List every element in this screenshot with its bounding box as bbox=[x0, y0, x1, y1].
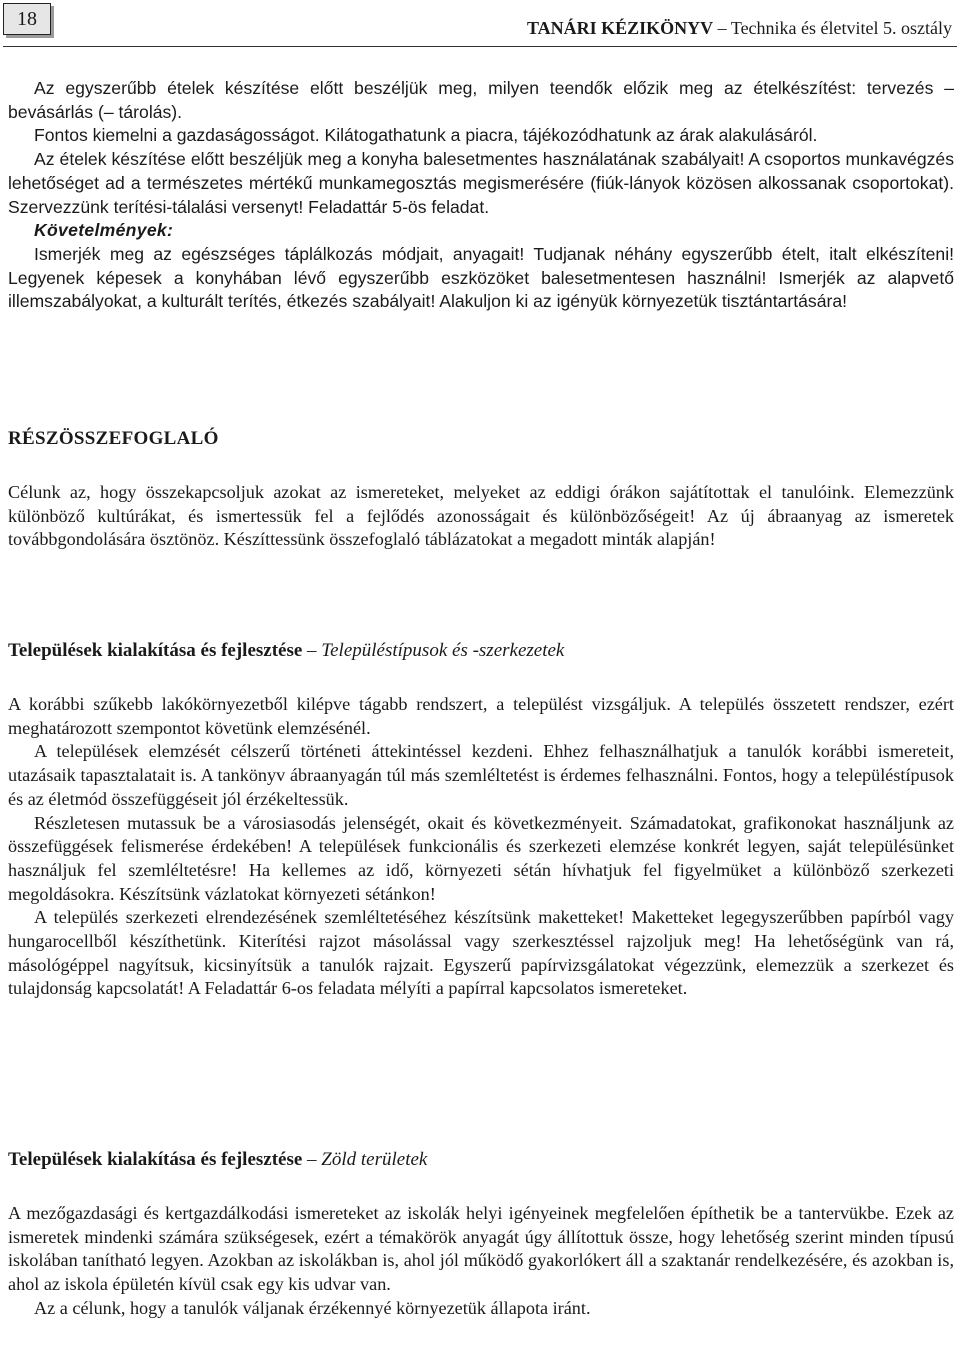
page-number: 18 bbox=[3, 3, 51, 35]
section1-block bbox=[8, 693, 954, 1001]
section2-paragraph-1: A mezőgazdasági és kertgazdálkodási ismereteket az iskolák helyi igényeinek megfelelően építhetik be a tantervükbe. Ezek az ismeretek mindenki számára szükségesek, ezért a témakörök anyagát úgy állítottuk össze, hogy lehetőség szerint minden típusú iskolában tanítható legyen. Azokban az iskolákban is, ahol jól működő gyakorlókert áll a szaktanár rendelkezésére, és azokban is, ahol az iskola épületén kívül csak egy kis udvar van. bbox=[8, 1203, 954, 1295]
section2-paragraph-2: Az a célunk, hogy a tanulók váljanak érzékennyé környezetük állapota iránt. bbox=[34, 1297, 591, 1318]
section2-title bbox=[8, 1149, 427, 1171]
intro-paragraph-2: Fontos kiemelni a gazdaságosságot. Kilátogathatunk a piacra, tájékozódhatunk az árak alakulásáról. bbox=[34, 125, 818, 146]
summary-text: Célunk az, hogy összekapcsoljuk azokat az ismereteket, melyeket az eddigi órákon sajátítottak el tanulóink. Elemezzünk különböző kultúrákat, és ismertessük fel a fejlődés azonosságait és különbözőségeit! Az új ábraanyag az ismeretek továbbgondolására ösztönöz. Készíttessünk összefoglaló táblázatokat a megadott minták alapján! bbox=[8, 482, 954, 550]
requirements-text: Ismerjék meg az egészséges táplálkozás módjait, anyagait! Tudjanak néhány egyszerűbb ételt, italt elkészíteni! Legyenek képesek a konyhában lévő egyszerűbb eszközöket balesetmentesen használni! Ismerjék az alapvető illemszabályokat, a kulturált terítés, étkezés szabályait! Alakuljon ki az igényük környezetük tisztántartására! bbox=[8, 243, 954, 312]
intro-paragraph-1: Az egyszerűbb ételek készítése előtt beszéljük meg, milyen teendők előzik meg az ételkészítést: tervezés – bevásárlás (– tárolás). bbox=[8, 78, 954, 122]
section1-paragraph-3: Részletesen mutassuk be a városiasodás jelenségét, okait és következményeit. Számadatokat, grafikonokat használjunk az összefüggések felismerése érdekében! A települések funkcionális és szerkezeti elemzése konkrét legyen, saját településünket használjuk fel szemléltetésre! Ha kellemes az idő, környezeti sétán hívhatjuk fel figyelmüket a különböző szerkezeti megoldásokra. Készítsünk vázlatokat környezeti sétánkon! bbox=[8, 812, 954, 904]
header-rule bbox=[3, 46, 957, 47]
section2-title-main: Települések kialakítása és fejlesztése bbox=[8, 1149, 303, 1170]
section1-paragraph-4: A település szerkezeti elrendezésének szemléltetéséhez készítsünk maketteket! Maketteket legegyszerűbben papírból vagy hungarocellből készíthetünk. Kiterítési rajzot másolással vagy szerkesztéssel rajzoljuk meg! Ha lehetőségünk van rá, másológéppel nagyítsuk, kicsinyítsük a tanulók rajzait. Egyszerű papírvizsgálatokat végezzünk, elemezzük a szerkezet és tulajdonság kapcsolatát! A Feladattár 6-os feladata mélyíti a papírral kapcsolatos ismereteket. bbox=[8, 907, 954, 999]
section2-title-topic: Zöld területek bbox=[321, 1149, 428, 1170]
section1-title-main: Települések kialakítása és fejlesztése bbox=[8, 640, 303, 661]
requirements-heading: Követelmények: bbox=[34, 220, 174, 241]
intro-block bbox=[8, 77, 954, 314]
section1-title-topic: Településtípusok és -szerkezetek bbox=[321, 640, 565, 661]
section1-title-dash: – bbox=[302, 640, 322, 661]
book-title: TANÁRI KÉZIKÖNYV bbox=[526, 18, 714, 38]
summary-block bbox=[8, 481, 954, 552]
summary-heading: RÉSZÖSSZEFOGLALÓ bbox=[8, 428, 219, 449]
section2-block bbox=[8, 1202, 954, 1321]
section1-paragraph-2: A települések elemzését célszerű történeti áttekintéssel kezdeni. Ehhez felhasználhatjuk a tanulók korábbi ismereteit, utazásaik tapasztalatait is. A tankönyv ábraanyagán túl más szemléltetést is érdemes felhasználni. Fontos, hogy a településtípusok és az életmód összefüggéseit jól érzékeltessük. bbox=[8, 741, 954, 809]
book-subtitle: – Technika és életvitel 5. osztály bbox=[717, 18, 952, 38]
section1-paragraph-1: A korábbi szűkebb lakókörnyezetből kilépve tágabb rendszert, a települést vizsgáljuk. A település összetett rendszer, ezért meghatározott szempontot követünk elemzésénél. bbox=[8, 694, 954, 738]
intro-paragraph-3: Az ételek készítése előtt beszéljük meg a konyha balesetmentes használatának szabályait! A csoportos munkavégzés lehetőséget ad a természetes mértékű munkamegosztás megismerésére (fiúk-lányok közösen alkossanak csoportokat). Szervezzünk terítési-tálalási versenyt! Feladattár 5-ös feladat. bbox=[8, 149, 954, 217]
section2-title-dash: – bbox=[302, 1149, 322, 1170]
running-head bbox=[527, 18, 952, 39]
section1-title bbox=[8, 640, 564, 662]
